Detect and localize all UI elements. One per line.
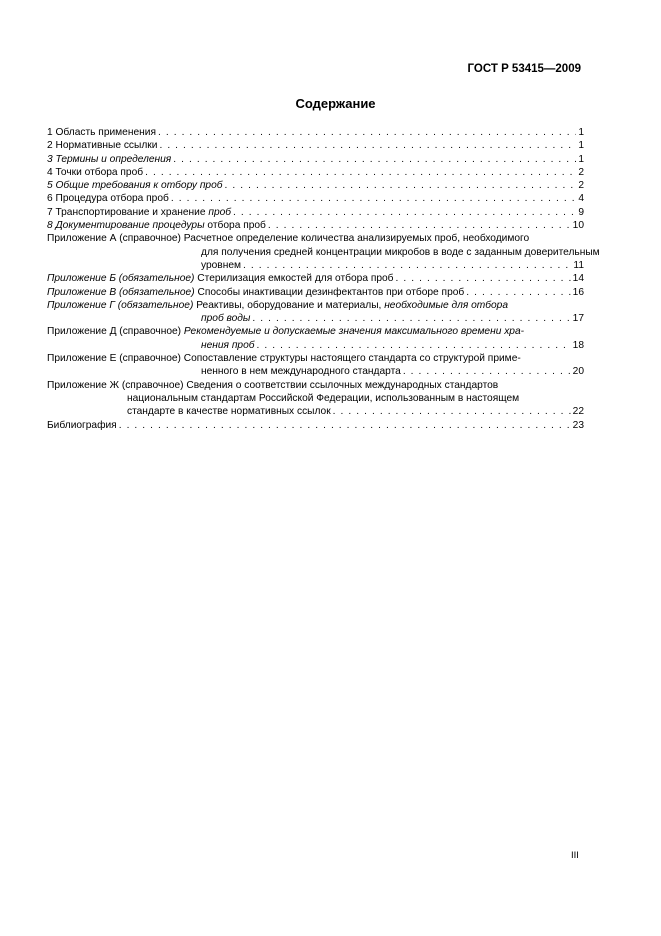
toc-entry-appendix-b[interactable]: Приложение Б (обязательное) Стерилизация емкостей для отбора проб . . . 14	[47, 272, 584, 285]
toc-entry-3[interactable]: 3 Термины и определения . . . 1	[47, 153, 584, 166]
standard-code: ГОСТ Р 53415—2009	[467, 63, 581, 75]
toc-entry-appendix-g[interactable]: Приложение Г (обязательное) Реактивы, оборудование и материалы, необходимые для отбора проб воды . . . 17	[47, 299, 584, 326]
toc-entry-bibliography[interactable]: Библиография . . . 23	[47, 419, 584, 432]
toc-entry-1[interactable]: 1 Область применения . . . 1	[47, 126, 584, 139]
toc-entry-7[interactable]: 7 Транспортирование и хранение проб . . . 9	[47, 206, 584, 219]
toc-entry-6[interactable]: 6 Процедура отбора проб . . . 4	[47, 192, 584, 205]
toc-entry-appendix-v[interactable]: Приложение В (обязательное) Способы инактивации дезинфектантов при отборе проб . . . 16	[47, 286, 584, 299]
toc-entry-4[interactable]: 4 Точки отбора проб . . . 2	[47, 166, 584, 179]
toc-entry-appendix-a[interactable]: Приложение А (справочное) Расчетное определение количества анализируемых проб, необходимого для получения средней концентрации микробов в воде с заданным доверительным уровнем . . . 11	[47, 232, 584, 272]
page-title: Содержание	[295, 96, 376, 111]
page-number: III	[571, 850, 579, 861]
toc-entry-appendix-zh[interactable]: Приложение Ж (справочное) Сведения о соответствии ссылочных международных стандартов национальным стандартам Российской Федерации, использованным в настоящем стандарте в качестве нормативных ссылок . . . 22	[47, 379, 584, 419]
toc-entry-2[interactable]: 2 Нормативные ссылки . . . 1	[47, 139, 584, 152]
toc-entry-appendix-e[interactable]: Приложение Е (справочное) Сопоставление структуры настоящего стандарта со структурой приме- ненного в нем международного стандарта . . . 20	[47, 352, 584, 379]
toc-entry-8[interactable]: 8 Документирование процедуры отбора проб . . . 10	[47, 219, 584, 232]
table-of-contents	[47, 126, 600, 432]
toc-entry-5[interactable]: 5 Общие требования к отбору проб . . . 2	[47, 179, 584, 192]
toc-entry-appendix-d[interactable]: Приложение Д (справочное) Рекомендуемые и допускаемые значения максимального времени хра- нения проб . . . 18	[47, 325, 584, 352]
